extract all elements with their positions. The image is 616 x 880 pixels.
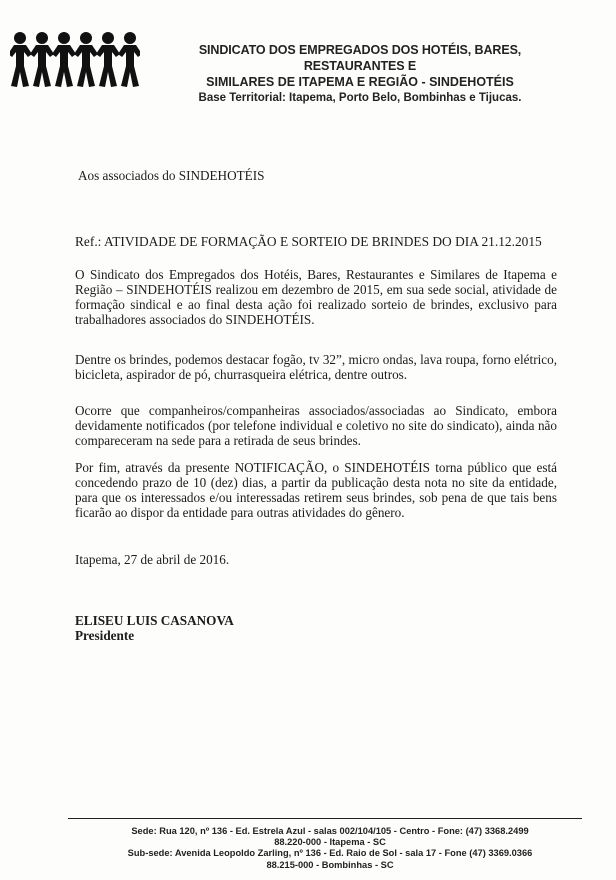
footer-line-4: 88.215-000 - Bombinhas - SC [266,859,394,870]
territorial-base: Base Territorial: Itapema, Porto Belo, Bombinhas e Tijucas. [198,92,522,104]
footer-address [100,826,560,871]
footer-line-2: 88.220-000 - Itapema - SC [274,837,386,848]
recipient-line: Aos associados do SINDEHOTÉIS [78,168,265,183]
organization-header [150,42,570,106]
paragraph-4: Por fim, através da presente NOTIFICAÇÃO, o SINDEHOTÉIS torna público que está concedendo prazo de 10 (dez) dias, a partir da publicação desta nota no site da entidade, para que os interessados e/ou interessadas retirem seus brindes, sob pena de que tais bens ficarão ao dispor da entidade para outras atividades do gênero. [75,460,557,520]
signer-title: Presidente [75,628,135,643]
signer-name: ELISEU LUIS CASANOVA [75,613,234,628]
reference-line: Ref.: ATIVIDADE DE FORMAÇÃO E SORTEIO DE BRINDES DO DIA 21.12.2015 [75,234,542,249]
paragraph-3: Ocorre que companheiros/companheiras associados/associadas ao Sindicato, embora devidamente notificados (por telefone individual e coletivo no site do sindicato), ainda não compareceram na sede para a retirada de seus brindes. [75,403,557,448]
paragraph-1: O Sindicato dos Empregados dos Hotéis, Bares, Restaurantes e Similares de Itapema e Região – SINDEHOTÉIS realizou em dezembro de 2015, em sua sede social, atividade de formação sindical e ao final desta ação foi realizado sorteio de brindes, exclusivo para trabalhadores associados do SINDEHOTÉIS. [75,267,557,327]
footer-line-1: Sede: Rua 120, nº 136 - Ed. Estrela Azul - salas 002/104/105 - Centro - Fone: (47) 3368.2499 [131,826,529,836]
org-name-line-2: SIMILARES DE ITAPEMA E REGIÃO - SINDEHOTÉIS [206,75,514,89]
org-name-line-1: SINDICATO DOS EMPREGADOS DOS HOTÉIS, BARES, RESTAURANTES E [198,43,522,73]
footer-line-3: Sub-sede: Avenida Leopoldo Zarling, nº 136 - Ed. Raio de Sol - sala 17 - Fone (47) 3369.0366 [127,848,533,859]
footer-divider [68,818,582,819]
union-logo-icon [10,30,140,92]
letter-date: Itapema, 27 de abril de 2016. [75,552,230,567]
paragraph-2: Dentre os brindes, podemos destacar fogão, tv 32”, micro ondas, lava roupa, forno elétrico, bicicleta, aspirador de pó, churrasqueira elétrica, dentre outros. [75,352,557,382]
